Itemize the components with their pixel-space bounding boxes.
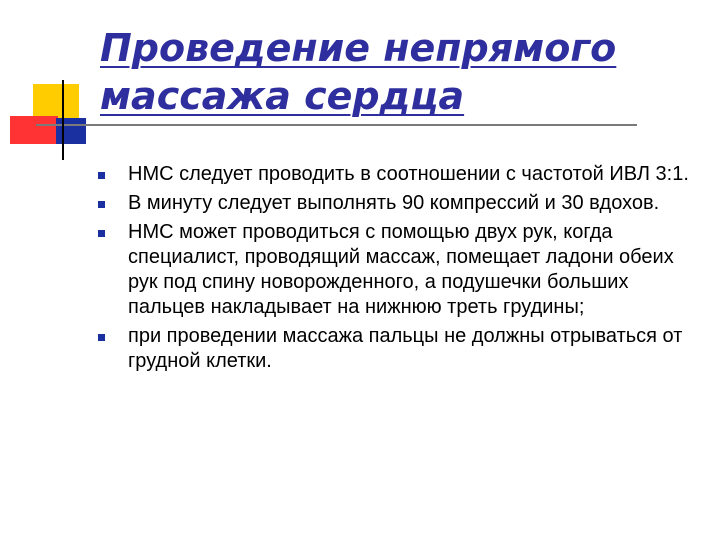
bullet-text: НМС следует проводить в соотношении с частотой ИВЛ 3:1. [128,163,689,185]
slide-title-line-2: массажа сердца [100,74,465,118]
slide-title-line-1: Проведение непрямого [100,26,617,70]
title-divider-line [36,124,637,126]
square-bullet-icon [98,334,105,341]
bullet-text: В минуту следует выполнять 90 компрессий и 30 вдохов. [128,192,660,214]
square-bullet-icon [98,172,105,179]
bullet-item [98,324,698,374]
bullet-item [98,191,698,216]
decorative-blue-square [56,118,86,144]
bullet-list [98,162,698,378]
decorative-red-bar [10,116,58,144]
square-bullet-icon [98,230,105,237]
slide-title [100,24,700,120]
bullet-text: НМС может проводиться с помощью двух рук, когда специалист, проводящий массаж, помещает ладони обеих рук под спину новорожденного, а подушечки больших пальцев накладывает на нижнюю треть грудины; [128,221,674,318]
square-bullet-icon [98,201,105,208]
bullet-text: при проведении массажа пальцы не должны отрываться от грудной клетки. [128,325,683,372]
bullet-item [98,220,698,320]
decorative-vertical-line [62,80,64,160]
bullet-item [98,162,698,187]
